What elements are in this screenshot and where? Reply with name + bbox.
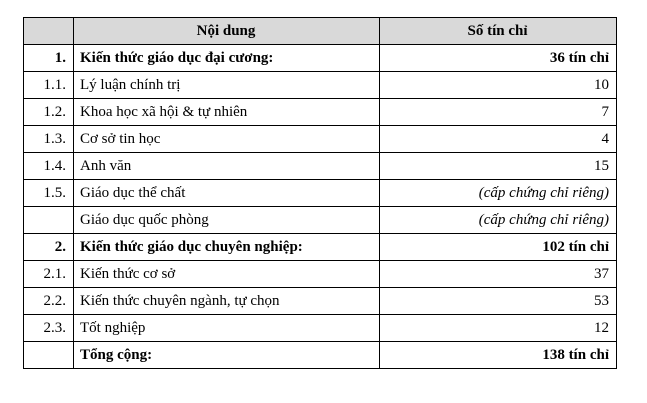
total-credits: 138 tín chỉ <box>380 342 617 369</box>
row-credits-note: (cấp chứng chỉ riêng) <box>380 180 617 207</box>
row-number: 2.2. <box>24 288 74 315</box>
row-content: Kiến thức cơ sở <box>74 261 380 288</box>
row-content: Tốt nghiệp <box>74 315 380 342</box>
row-content: Cơ sở tin học <box>74 126 380 153</box>
row-content: Lý luận chính trị <box>74 72 380 99</box>
table-row-group-1 <box>24 45 617 72</box>
table-row-group-2 <box>24 234 617 261</box>
row-credits: 12 <box>380 315 617 342</box>
row-credits: 7 <box>380 99 617 126</box>
table-row <box>24 180 617 207</box>
row-credits: 37 <box>380 261 617 288</box>
row-content: Giáo dục quốc phòng <box>74 207 380 234</box>
row-content: Giáo dục thể chất <box>74 180 380 207</box>
table-row <box>24 315 617 342</box>
header-number <box>24 18 74 45</box>
total-number <box>24 342 74 369</box>
row-content: Khoa học xã hội & tự nhiên <box>74 99 380 126</box>
table-row <box>24 261 617 288</box>
row-number: 1.2. <box>24 99 74 126</box>
row-credits: 53 <box>380 288 617 315</box>
header-content: Nội dung <box>74 18 380 45</box>
row-content: Kiến thức giáo dục đại cương: <box>74 45 380 72</box>
table-row <box>24 288 617 315</box>
row-credits: 4 <box>380 126 617 153</box>
row-number: 2.3. <box>24 315 74 342</box>
row-number: 1.4. <box>24 153 74 180</box>
table-row <box>24 207 617 234</box>
header-credits: Số tín chỉ <box>380 18 617 45</box>
row-content: Anh văn <box>74 153 380 180</box>
row-number <box>24 207 74 234</box>
row-number: 1. <box>24 45 74 72</box>
row-number: 1.1. <box>24 72 74 99</box>
table-row <box>24 99 617 126</box>
row-credits: 102 tín chỉ <box>380 234 617 261</box>
row-number: 2.1. <box>24 261 74 288</box>
credit-table <box>23 17 617 369</box>
table-row-total <box>24 342 617 369</box>
row-content: Kiến thức giáo dục chuyên nghiệp: <box>74 234 380 261</box>
row-number: 1.3. <box>24 126 74 153</box>
row-credits: 10 <box>380 72 617 99</box>
row-number: 2. <box>24 234 74 261</box>
row-content: Kiến thức chuyên ngành, tự chọn <box>74 288 380 315</box>
row-credits: 36 tín chỉ <box>380 45 617 72</box>
row-credits-note: (cấp chứng chỉ riêng) <box>380 207 617 234</box>
row-number: 1.5. <box>24 180 74 207</box>
total-label: Tổng cộng: <box>74 342 380 369</box>
table-header-row <box>24 18 617 45</box>
table-row <box>24 153 617 180</box>
table-row <box>24 72 617 99</box>
table-row <box>24 126 617 153</box>
row-credits: 15 <box>380 153 617 180</box>
